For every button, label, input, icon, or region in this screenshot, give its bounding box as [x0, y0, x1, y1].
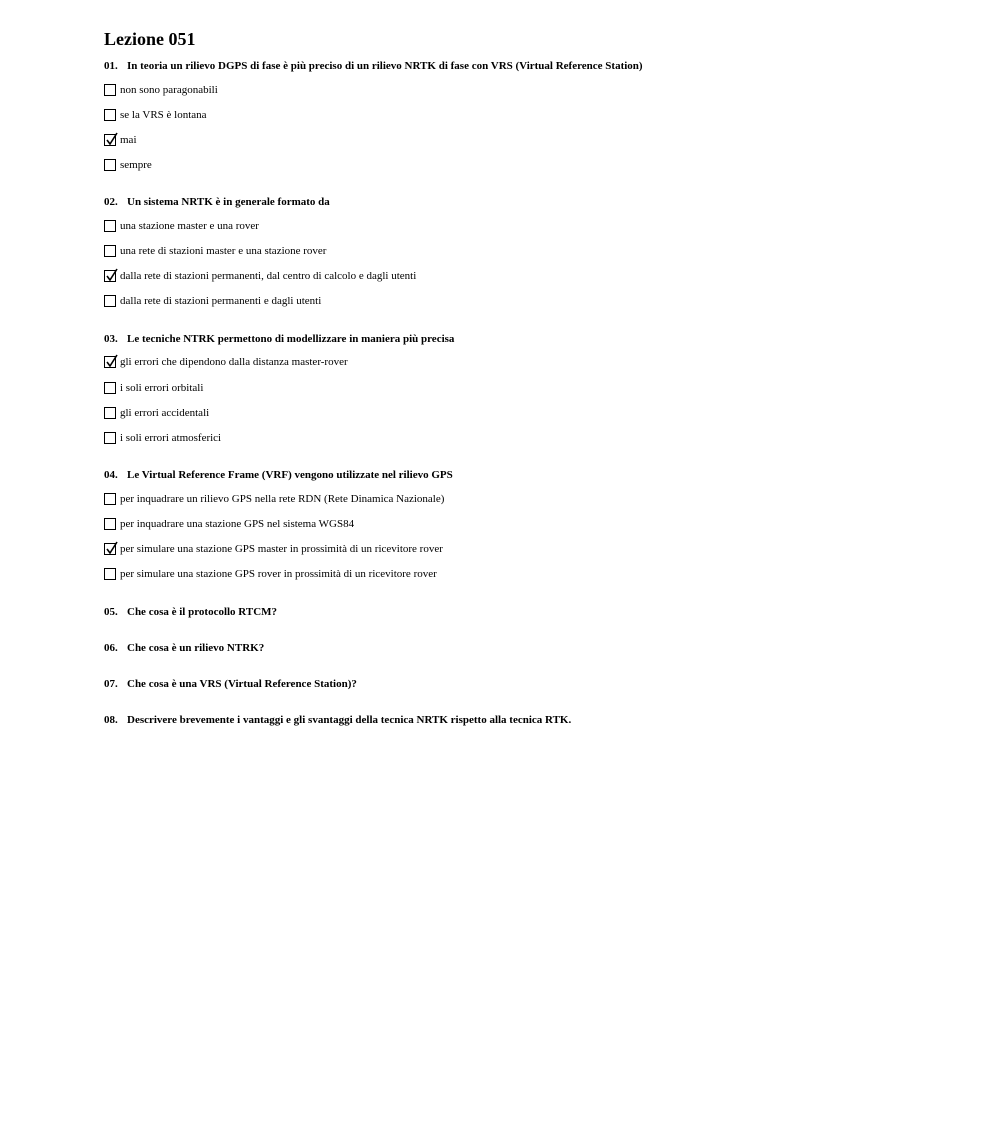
question-05 [104, 605, 277, 619]
answer-option-01-c[interactable] [104, 133, 137, 147]
question-text: Che cosa è il protocollo RTCM? [127, 606, 278, 618]
question-number: 02. [104, 196, 118, 208]
checkbox[interactable] [104, 159, 116, 171]
question-text: In teoria un rilievo DGPS di fase è più preciso di un rilievo NRTK di fase con VRS (Virtual Reference Station) [127, 60, 643, 72]
answer-option-02-d[interactable] [104, 294, 321, 308]
question-04 [104, 468, 453, 482]
question-03 [104, 332, 454, 346]
checkbox-checked[interactable] [104, 356, 116, 368]
answer-label: per simulare una stazione GPS rover in prossimità di un ricevitore rover [120, 568, 437, 580]
checkbox[interactable] [104, 432, 116, 444]
answer-option-03-b[interactable] [104, 381, 203, 395]
question-number: 08. [104, 714, 118, 726]
question-number: 05. [104, 606, 118, 618]
question-number: 04. [104, 469, 118, 481]
answer-label: per inquadrare una stazione GPS nel sistema WGS84 [120, 518, 355, 530]
checkmark-icon [105, 268, 119, 282]
answer-label: i soli errori atmosferici [120, 432, 222, 444]
checkbox[interactable] [104, 245, 116, 257]
checkmark-icon [105, 354, 119, 368]
question-02 [104, 195, 330, 209]
question-08 [104, 713, 571, 727]
answer-label: non sono paragonabili [120, 84, 218, 96]
checkmark-icon [105, 132, 119, 146]
answer-label: sempre [120, 159, 152, 171]
answer-label: dalla rete di stazioni permanenti, dal centro di calcolo e dagli utenti [120, 270, 417, 282]
question-01 [104, 59, 643, 73]
question-text: Le Virtual Reference Frame (VRF) vengono utilizzate nel rilievo GPS [127, 469, 453, 481]
checkbox[interactable] [104, 518, 116, 530]
question-number: 01. [104, 60, 118, 72]
answer-label: per simulare una stazione GPS master in prossimità di un ricevitore rover [120, 543, 443, 555]
answer-label: una stazione master e una rover [120, 220, 259, 232]
checkbox[interactable] [104, 295, 116, 307]
checkbox[interactable] [104, 109, 116, 121]
answer-option-02-b[interactable] [104, 244, 326, 258]
answer-label: dalla rete di stazioni permanenti e dagli utenti [120, 295, 322, 307]
checkbox[interactable] [104, 407, 116, 419]
question-06 [104, 641, 264, 655]
answer-option-02-a[interactable] [104, 219, 259, 233]
checkbox[interactable] [104, 493, 116, 505]
checkmark-icon [105, 541, 119, 555]
answer-label: una rete di stazioni master e una stazione rover [120, 245, 327, 257]
question-text: Che cosa è un rilievo NTRK? [127, 642, 265, 654]
checkbox[interactable] [104, 568, 116, 580]
answer-option-03-c[interactable] [104, 406, 209, 420]
answer-label: se la VRS è lontana [120, 109, 207, 121]
checkbox[interactable] [104, 84, 116, 96]
checkbox[interactable] [104, 220, 116, 232]
answer-option-03-a[interactable] [104, 355, 348, 369]
answer-option-04-d[interactable] [104, 567, 437, 581]
answer-option-01-d[interactable] [104, 158, 152, 172]
answer-label: i soli errori orbitali [120, 382, 204, 394]
checkbox-checked[interactable] [104, 134, 116, 146]
question-number: 03. [104, 333, 118, 345]
answer-option-04-a[interactable] [104, 492, 444, 506]
page-title: Lezione 051 [104, 29, 196, 49]
answer-option-02-c[interactable] [104, 269, 416, 283]
question-text: Un sistema NRTK è in generale formato da [127, 196, 330, 208]
question-number: 07. [104, 678, 118, 690]
answer-option-01-a[interactable] [104, 83, 218, 97]
answer-label: gli errori che dipendono dalla distanza master-rover [120, 356, 348, 368]
answer-option-03-d[interactable] [104, 431, 221, 445]
checkbox[interactable] [104, 382, 116, 394]
answer-option-04-c[interactable] [104, 542, 443, 556]
question-number: 06. [104, 642, 118, 654]
answer-label: mai [120, 134, 137, 146]
question-text: Che cosa è una VRS (Virtual Reference Station)? [127, 678, 357, 690]
checkbox-checked[interactable] [104, 270, 116, 282]
question-07 [104, 677, 357, 691]
question-text: Descrivere brevemente i vantaggi e gli svantaggi della tecnica NRTK rispetto alla tecnica RTK. [127, 714, 572, 726]
answer-option-01-b[interactable] [104, 108, 207, 122]
question-text: Le tecniche NTRK permettono di modellizzare in maniera più precisa [127, 333, 455, 345]
checkbox-checked[interactable] [104, 543, 116, 555]
answer-option-04-b[interactable] [104, 517, 354, 531]
answer-label: per inquadrare un rilievo GPS nella rete RDN (Rete Dinamica Nazionale) [120, 493, 445, 505]
answer-label: gli errori accidentali [120, 407, 210, 419]
